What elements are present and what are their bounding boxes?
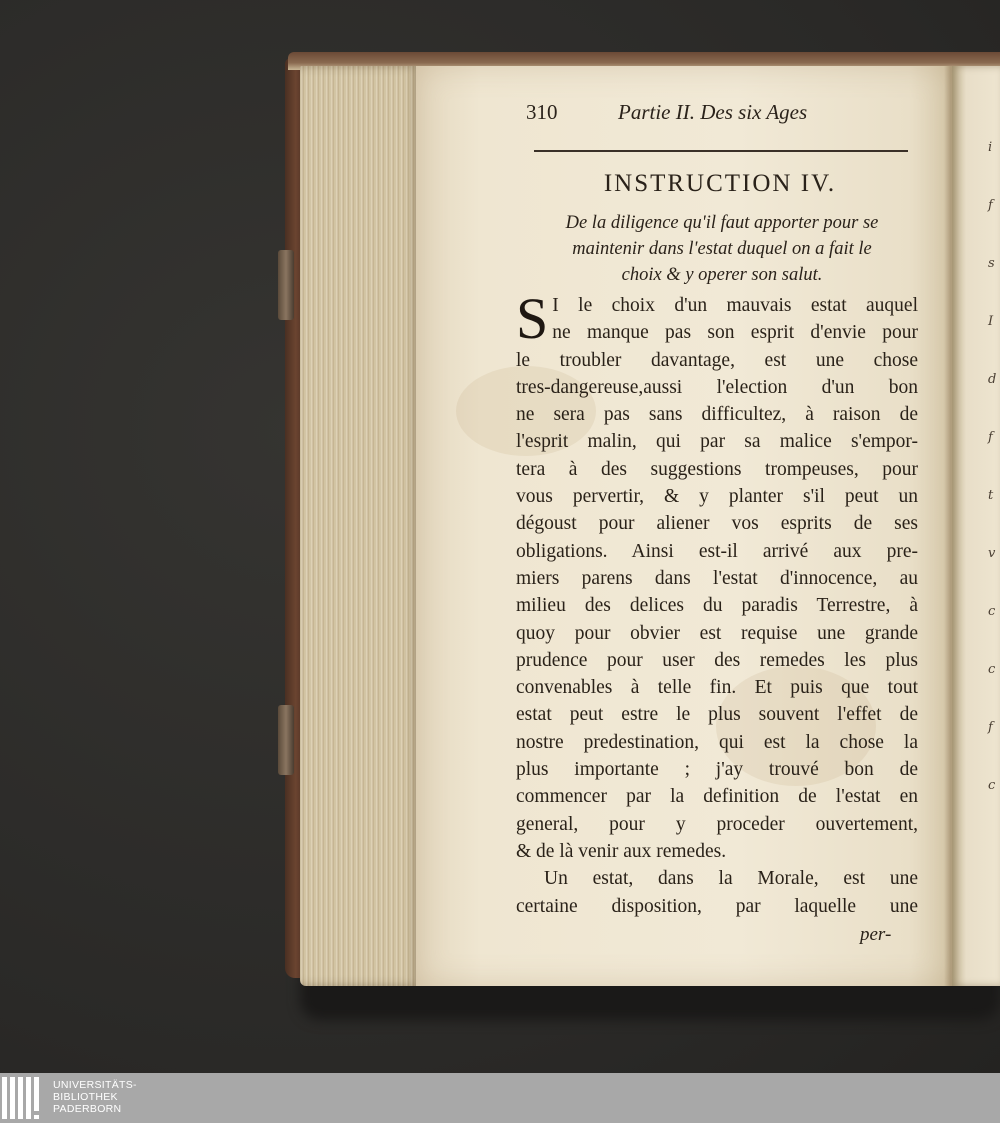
footer-bar	[0, 1073, 1000, 1123]
drop-cap: S	[516, 286, 549, 351]
facing-page-letter: f	[988, 720, 993, 735]
facing-page-letter: f	[988, 198, 993, 213]
text-line: Un estat, dans la Morale, est une	[544, 868, 918, 890]
text-line: I le choix d'un mauvais estat auquel	[552, 295, 918, 316]
text-line: ne sera pas sans difficultez, à raison de	[516, 404, 918, 426]
text-line: obligations. Ainsi est-il arrivé aux pre-	[516, 540, 918, 562]
running-head-title: Partie II. Des six Ages	[618, 100, 808, 124]
text-line: estat peut estre le plus souvent l'effet de	[516, 704, 918, 726]
text-line: ne manque pas son esprit d'envie pour	[552, 322, 918, 344]
text-line: nostre predestination, qui est la chose la	[516, 731, 918, 753]
text-line: certaine disposition, par laquelle une	[516, 895, 918, 917]
text-line: quoy pour obvier est requise une grande	[516, 622, 918, 644]
library-logo-text	[53, 1079, 137, 1115]
subtitle-line: choix & y operer son salut.	[621, 265, 823, 285]
facing-page-letter: c	[988, 778, 996, 793]
text-line: prudence pour user des remedes les plus	[516, 649, 918, 671]
logo-line: PADERBORN	[53, 1103, 122, 1115]
facing-page-letter: i	[988, 140, 993, 155]
text-line: miers parens dans l'estat d'innocence, au	[516, 567, 918, 589]
text-line: l'esprit malin, qui par sa malice s'empor-	[516, 431, 918, 453]
text-line: & de là venir aux remedes.	[516, 840, 727, 862]
text-line: plus importante ; j'ay trouvé bon de	[516, 759, 918, 781]
text-line: tera à des suggestions trompeuses, pour	[516, 458, 918, 480]
facing-page-letter: d	[988, 372, 997, 387]
text-line: vous pervertir, & y planter s'il peut un	[516, 486, 918, 508]
catchword: per-	[860, 924, 892, 945]
page-stack-edge	[300, 66, 420, 986]
subtitle-line: maintenir dans l'estat duquel on a fait le	[572, 239, 872, 259]
text-line: commencer par la definition de l'estat en	[516, 786, 918, 808]
section-subtitle	[522, 210, 922, 288]
logo-line: BIBLIOTHEK	[53, 1091, 118, 1103]
facing-page-letter: f	[988, 430, 993, 445]
text-line: milieu des delices du paradis Terrestre, à	[516, 595, 918, 617]
text-line: convenables à telle fin. Et puis que tout	[516, 677, 918, 699]
facing-page-letter: v	[988, 546, 996, 561]
text-line: le troubler davantage, est une chose	[516, 349, 918, 371]
header-rule	[534, 150, 908, 152]
text-line: tres-dangereuse,aussi l'election d'un bon	[516, 376, 918, 398]
facing-page-letter: s	[988, 256, 995, 271]
body-text	[516, 286, 918, 920]
logo-line: UNIVERSITÄTS-	[53, 1079, 137, 1091]
text-line: dégoust pour aliener vos esprits de ses	[516, 513, 918, 535]
facing-page-letter: c	[988, 662, 996, 677]
facing-page-letter: I	[988, 314, 994, 329]
clasp-bottom	[278, 705, 294, 775]
text-line: general, pour y proceder ouvertement,	[516, 813, 918, 835]
page-number: 310	[526, 100, 558, 124]
facing-page-letter: c	[988, 604, 996, 619]
clasp-top	[278, 250, 294, 320]
facing-page-letter: t	[988, 488, 994, 503]
library-logo-icon	[0, 1077, 48, 1119]
running-head	[526, 100, 916, 130]
section-heading: INSTRUCTION IV.	[603, 170, 837, 197]
subtitle-line: De la diligence qu'il faut apporter pour se	[565, 213, 879, 233]
